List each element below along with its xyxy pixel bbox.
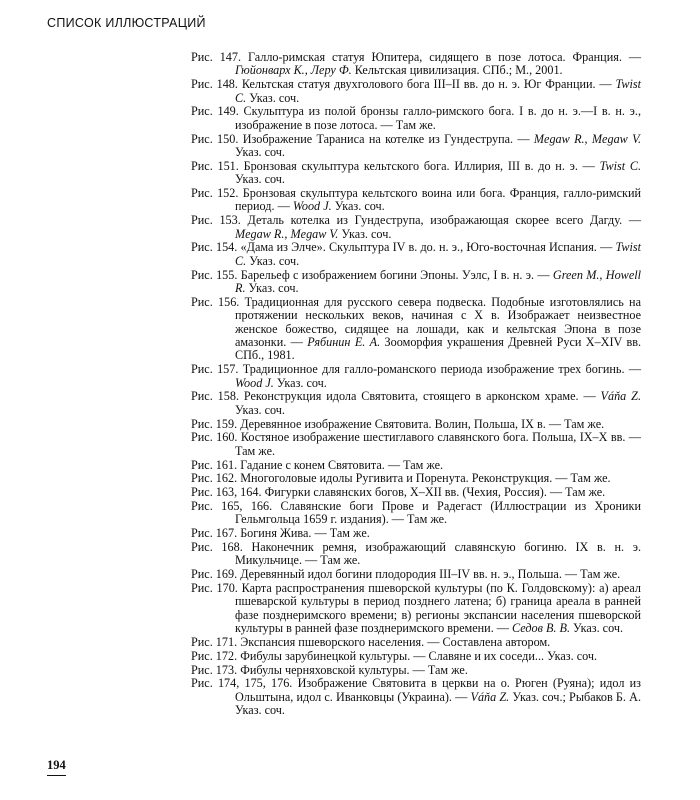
caption-text: Реконструкция идола Святовита, стоящего в арконском храме. —: [243, 389, 596, 404]
figure-number: Рис. 173.: [191, 662, 238, 677]
caption-text: Фигурки славянских богов, X–XII вв. (Чехия, Россия). —: [264, 485, 563, 500]
caption-text: Галло-римская статуя Юпитера, сидящего в позе лотоса. Франция. —: [247, 50, 642, 64]
figure-number: Рис. 163, 164.: [191, 485, 262, 500]
caption-entry: [191, 390, 641, 417]
figure-number: Рис. 153.: [191, 213, 241, 228]
caption-text: Славянские боги Прове и Радегаст (Иллюстрации из Хроники Гельмгольца 1659 г. издания). —: [235, 499, 641, 527]
caption-entry: [191, 431, 641, 458]
caption-entry: [191, 296, 641, 363]
caption-source: Кельтская цивилизация. СПб.; М., 2001.: [354, 63, 563, 78]
caption-source: Указ. соч.: [249, 253, 300, 268]
caption-source: Указ. соч.: [235, 172, 285, 187]
caption-author: Twist C.: [235, 240, 642, 268]
caption-text: Гадание с конем Святовита. —: [240, 457, 401, 472]
caption-text: Экспансия пшеворского населения. —: [240, 635, 440, 650]
caption-author: Váňa Z.: [470, 689, 510, 704]
caption-text: Традиционное для галло-романского периода изображение трех богинь. —: [242, 362, 642, 377]
caption-source: Там же.: [320, 553, 361, 568]
caption-text: Традиционная для русского севера подвеска. Подобные изготовлялись на протяжении нескольких веков, начиная с X в. Изображает неизвестное женское божество, сидящее на лошади, как и кельтская Эпона в позе амазонки. —: [235, 294, 641, 350]
figure-number: Рис. 169.: [191, 567, 238, 582]
caption-entry: [191, 269, 641, 296]
caption-text: Бронзовая скульптура кельтского воина или бога. Франция, галло-римский период. —: [235, 186, 642, 214]
caption-source: Там же.: [407, 512, 448, 527]
caption-author: Wood J.: [292, 199, 332, 214]
caption-text: Костяное изображение шестиглавого славянского бога. Польша, IX–X вв. —: [240, 430, 641, 445]
caption-text: Изображение Тараниса на котелке из Гундеструпа. —: [242, 131, 530, 146]
caption-author: Гюйонварх К., Леру Ф.: [235, 63, 352, 78]
figure-number: Рис. 165, 166.: [191, 499, 273, 514]
caption-entry: [191, 582, 641, 636]
caption-source: Указ. соч.: [235, 402, 285, 417]
figure-number: Рис. 174, 175, 176.: [191, 676, 293, 691]
caption-entry: [191, 160, 641, 187]
caption-source: Там же.: [565, 485, 606, 500]
caption-text: Деревянный идол богини плодородия III–IV вв. н. э., Польша. —: [240, 567, 578, 582]
caption-author: Megaw R., Megaw V.: [533, 131, 642, 146]
figure-number: Рис. 149.: [191, 104, 239, 119]
caption-author: Váňa Z.: [600, 389, 641, 404]
caption-text: Барельеф с изображением богини Эпоны. Уэлс, I в. н. э. —: [240, 267, 550, 282]
figure-number: Рис. 162.: [191, 471, 238, 486]
caption-entry: [191, 650, 641, 663]
figure-number: Рис. 156.: [191, 294, 240, 309]
caption-entry: [191, 187, 641, 214]
figure-number: Рис. 148.: [191, 77, 238, 92]
figure-number: Рис. 168.: [191, 540, 243, 555]
caption-text: Кельтская статуя двухголового бога III–II вв. до н. э. Юг Франции. —: [241, 77, 612, 92]
illustration-list: [191, 51, 641, 718]
caption-text: Наконечник ремня, изображающий славянскую богиню. IX в. н. э. Микульчице. —: [235, 540, 642, 568]
caption-entry: [191, 418, 641, 431]
caption-text: Фибулы зарубинецкой культуры. —: [240, 648, 426, 663]
figure-number: Рис. 155.: [191, 267, 238, 282]
figure-number: Рис. 171.: [191, 635, 238, 650]
caption-source: Указ. соч.: [276, 375, 327, 390]
caption-source: Там же.: [580, 567, 621, 582]
caption-entry: [191, 363, 641, 390]
caption-source: Указ. соч.: [248, 281, 299, 296]
caption-source: Указ. соч.: [334, 199, 385, 214]
caption-entry: [191, 486, 641, 499]
caption-text: Изображение Святовита в церкви на о. Рюген (Руяна); идол из Ольштына, идол с. Иванковцы (Украина). —: [235, 676, 641, 704]
figure-number: Рис. 147.: [191, 50, 242, 64]
caption-text: Многоголовые идолы Ругивита и Поренута. Реконструкция. —: [240, 471, 568, 486]
caption-author: Седов В. В.: [512, 621, 570, 636]
caption-entry: [191, 133, 641, 160]
caption-entry: [191, 105, 641, 132]
figure-number: Рис. 157.: [191, 362, 239, 377]
caption-text: Фибулы черняховской культуры. —: [240, 662, 425, 677]
figure-number: Рис. 159.: [191, 416, 238, 431]
caption-author: Wood J.: [235, 375, 274, 390]
caption-source: Там же.: [329, 526, 370, 541]
caption-entry: [191, 500, 641, 527]
caption-author: Megaw R., Megaw V.: [235, 226, 339, 241]
page-number: 194: [47, 758, 66, 776]
caption-author: Twist C.: [235, 77, 642, 105]
caption-source: Там же.: [427, 662, 468, 677]
figure-number: Рис. 158.: [191, 389, 239, 404]
figure-number: Рис. 152.: [191, 186, 239, 201]
caption-entry: [191, 51, 641, 78]
caption-entry: [191, 636, 641, 649]
caption-author: Twist C.: [599, 158, 642, 173]
caption-source: Составлена автором.: [442, 635, 551, 650]
figure-number: Рис. 172.: [191, 648, 238, 663]
figure-number: Рис. 154.: [191, 240, 238, 255]
caption-entry: [191, 541, 641, 568]
caption-source: Указ. соч.: [573, 621, 624, 636]
caption-text: Деревянное изображение Святовита. Волин, Польша, IX в. —: [240, 416, 562, 431]
caption-source: Славяне и их соседи... Указ. соч.: [428, 648, 598, 663]
caption-author: Рябинин Е. А.: [307, 335, 381, 350]
caption-author: Green M., Howell R.: [235, 267, 641, 296]
figure-number: Рис. 151.: [191, 158, 239, 173]
caption-entry: [191, 527, 641, 540]
caption-source: Указ. соч.: [249, 90, 300, 105]
caption-entry: [191, 677, 641, 717]
caption-source: Там же.: [564, 416, 605, 431]
caption-entry: [191, 459, 641, 472]
running-header: СПИСОК ИЛЛЮСТРАЦИЙ: [47, 16, 206, 30]
caption-source: Зооморфия украшения Древней Руси X–XIV вв. СПб., 1981.: [235, 335, 642, 363]
caption-source: Там же.: [395, 117, 436, 132]
caption-text: Скульптура из полой бронзы галло-римского бога. I в. до н. э.—I в. н. э., изображение в позе лотоса. —: [235, 104, 642, 132]
caption-entry: [191, 241, 641, 268]
caption-source: Указ. соч.: [341, 226, 392, 241]
figure-number: Рис. 170.: [191, 581, 238, 596]
figure-number: Рис. 160.: [191, 430, 238, 445]
figure-number: Рис. 150.: [191, 131, 239, 146]
caption-entry: [191, 568, 641, 581]
caption-text: «Дама из Элче». Скульптура IV в. до. н. э., Юго-восточная Испания. —: [240, 240, 613, 255]
caption-text: Деталь котелка из Гундеструпа, изображающая скорее всего Дагду. —: [247, 213, 642, 228]
caption-text: Карта распространения пшеворской культуры (по К. Голдовскому): а) ареал пшеварской культуры в период позднего латена; б) граница ареала в ранней фазе позднеримского времени; в) регионы экспансии населения пшеворской культуры в ранней фазе позднеримского времени. —: [235, 581, 642, 636]
caption-entry: [191, 214, 641, 241]
caption-source: Там же.: [403, 457, 444, 472]
caption-source: Указ. соч.; Рыбаков Б. А. Указ. соч.: [235, 689, 641, 718]
caption-source: Там же.: [235, 443, 276, 458]
figure-number: Рис. 167.: [191, 526, 238, 541]
caption-entry: [191, 78, 641, 105]
caption-text: Богиня Жива. —: [240, 526, 327, 541]
figure-number: Рис. 161.: [191, 457, 238, 472]
caption-entry: [191, 664, 641, 677]
caption-source: Там же.: [570, 471, 611, 486]
caption-source: Указ. соч.: [235, 145, 285, 160]
caption-entry: [191, 472, 641, 485]
caption-text: Бронзовая скульптура кельтского бога. Иллирия, III в. до н. э. —: [243, 158, 595, 173]
